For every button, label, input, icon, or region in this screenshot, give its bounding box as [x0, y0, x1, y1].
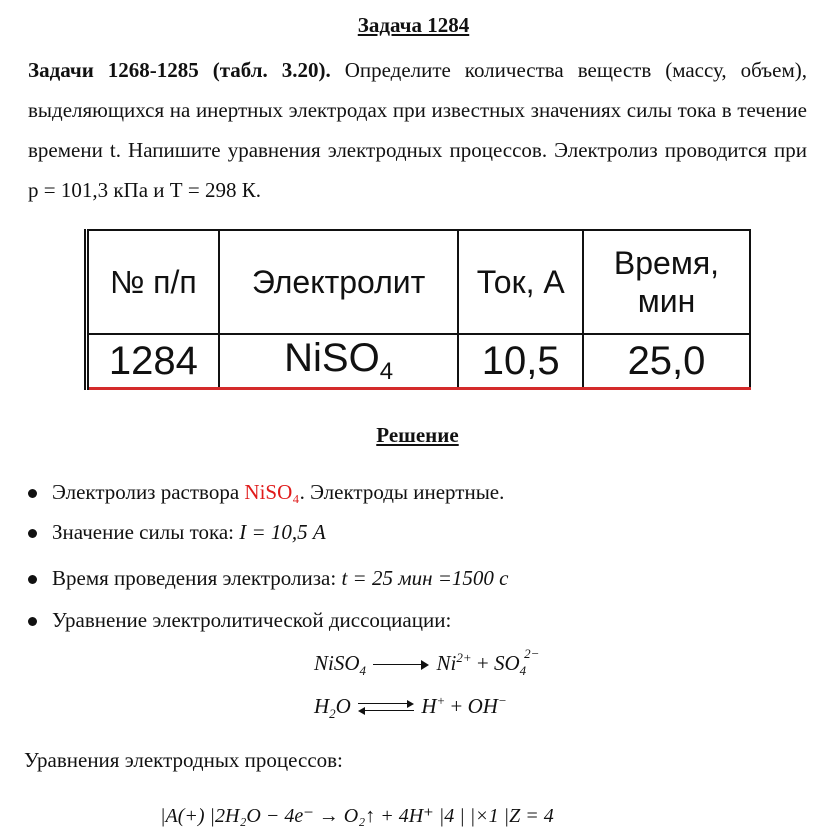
eq-plus: +	[471, 651, 494, 675]
bullet-dot	[28, 489, 37, 498]
bullet-dot	[28, 575, 37, 584]
eq-sup: −	[497, 693, 507, 708]
header-time: Время, мин	[583, 230, 750, 334]
electrolyte-subscript: 4	[379, 358, 394, 385]
eq-sub: 4	[519, 663, 527, 679]
problem-text: Определите количества веществ (массу, объем), выделяющихся на инертных электродах при известных значениях силы тока в течение времени t. Напишите уравнения электродных процессов. Электролиз проводится при р = 101,3 кПа и Т = 298 К.	[28, 58, 807, 202]
cell-electrolyte	[219, 334, 459, 389]
bullet-text: Значение силы тока:	[52, 520, 240, 544]
problem-lead: Задачи 1268-1285 (табл. 3.20).	[28, 58, 331, 82]
table-row	[87, 334, 751, 389]
table-header-row	[87, 230, 751, 334]
eq-sup: 2−	[524, 646, 540, 661]
current-value: I = 10,5 А	[239, 520, 326, 544]
electrode-equation-cut: |A(+) |2H₂O − 4e⁻ → O₂↑ + 4H⁺ |4 | |×1 |Z = 4	[160, 805, 554, 827]
cell-current: 10,5	[458, 334, 583, 389]
bullet-text: . Электроды инертные.	[299, 480, 505, 504]
eq-term: SO	[493, 651, 520, 675]
electrode-processes-label: Уравнения электродных процессов:	[24, 748, 343, 772]
dissociation-equation-salt	[314, 646, 541, 679]
eq-sub: 4	[359, 663, 367, 679]
cell-time: 25,0	[583, 334, 750, 389]
electrolyte-highlight: NiSO₄	[244, 480, 300, 504]
eq-term: H	[314, 694, 330, 718]
bullet-text: Время проведения электролиза:	[52, 566, 342, 590]
eq-plus: +	[445, 694, 468, 718]
forward-arrow-icon	[373, 660, 429, 670]
eq-term: NiSO	[314, 651, 360, 675]
header-current: Ток, А	[458, 230, 583, 334]
eq-sub: 2	[329, 706, 336, 722]
electrolyte-formula: NiSO	[284, 336, 380, 380]
cell-number: 1284	[87, 334, 219, 389]
bullet-dot	[28, 617, 37, 626]
dissociation-equation-water	[314, 693, 507, 722]
task-title: Задача 1284	[357, 13, 470, 37]
eq-term: OH	[467, 694, 498, 718]
eq-term: H	[421, 694, 437, 718]
bullet-dot	[28, 529, 37, 538]
eq-term: O	[335, 694, 351, 718]
bullet-text: Уравнение электролитической диссоциации:	[52, 608, 452, 632]
equilibrium-arrow-icon	[358, 701, 414, 715]
header-number: № п/п	[87, 230, 219, 334]
eq-term: Ni	[436, 651, 457, 675]
time-value: t = 25 мин =1500 с	[341, 566, 509, 590]
bullet-text: Электролиз раствора	[52, 480, 245, 504]
eq-sup: 2+	[456, 650, 472, 665]
problem-statement	[28, 50, 807, 210]
data-table	[84, 229, 751, 390]
solution-title: Решение	[376, 423, 459, 447]
header-electrolyte: Электролит	[219, 230, 459, 334]
eq-sup: +	[436, 693, 446, 708]
